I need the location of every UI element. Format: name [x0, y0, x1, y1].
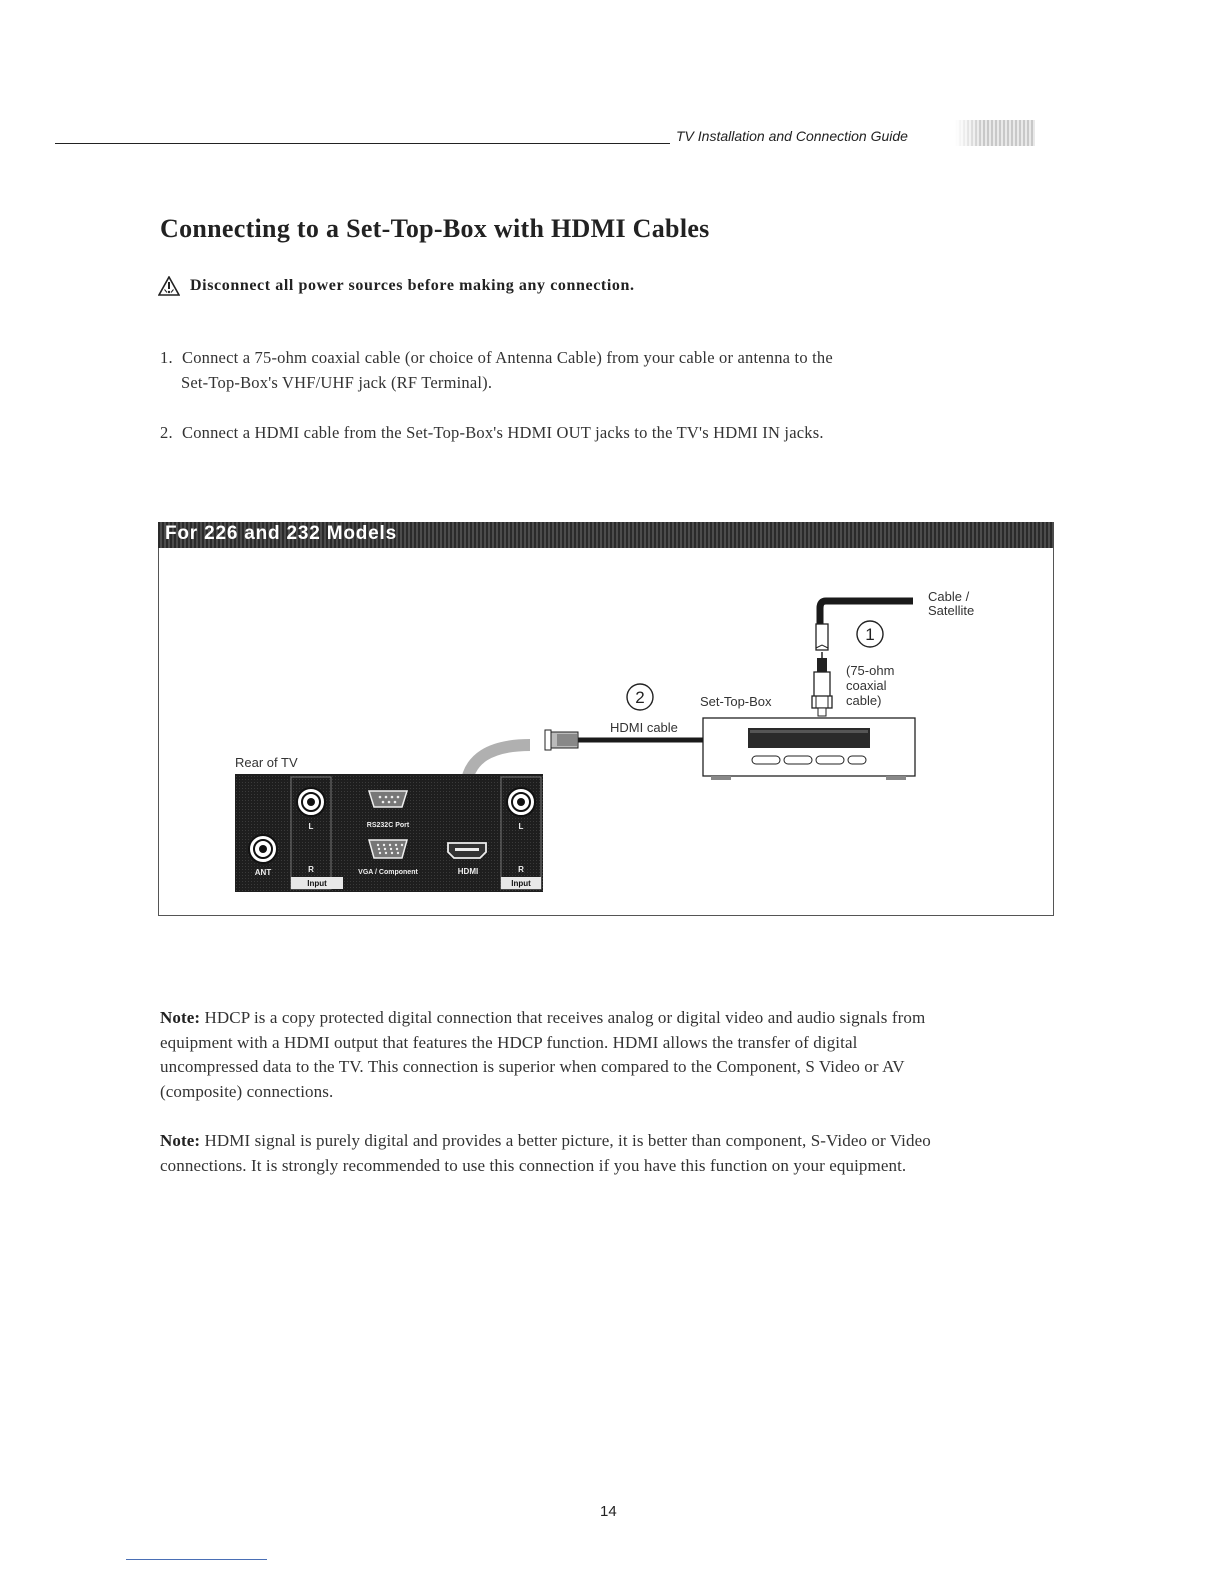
rs232-label: RS232C Port — [366, 822, 410, 829]
note-hdcp-label: Note: — [160, 1008, 201, 1027]
ant-label: ANT — [254, 868, 272, 877]
step-1-marker — [857, 621, 883, 647]
audio-left-l-label: L — [308, 822, 314, 831]
step-2-marker — [627, 684, 653, 710]
step-2-number: 2. — [160, 423, 173, 442]
audio-right-input-label: Input — [511, 879, 531, 888]
note-hdcp-line-4: (composite) connections. — [160, 1081, 334, 1101]
note-hdcp-line-2: equipment with a HDMI output that features the HDCP function. HDMI allows the transfer of digital — [160, 1032, 858, 1052]
note-hdmi-line-2: connections. It is strongly recommended to use this connection if you have this function on your equipment. — [160, 1155, 907, 1175]
note-hdmi-line-1: HDMI signal is purely digital and provides a better picture, it is better than component, S-Video or Video — [204, 1131, 931, 1150]
set-top-box-label: Set-Top-Box — [700, 694, 772, 709]
coax-label-1: (75-ohm — [846, 663, 895, 678]
hdmi-port-label: HDMI — [457, 867, 479, 876]
connection-diagram — [158, 548, 1054, 916]
step-2-marker-number: 2 — [635, 688, 645, 707]
rear-of-tv-label: Rear of TV — [235, 755, 298, 770]
note-hdcp-line-3: uncompressed data to the TV. This connection is superior when compared to the Component, S Video or AV — [160, 1057, 905, 1076]
hdmi-cable-label: HDMI cable — [610, 720, 678, 735]
step-1 — [160, 345, 833, 395]
note-hdmi-label: Note: — [160, 1131, 201, 1150]
page-number: 14 — [600, 1503, 617, 1520]
step-1-line-2: Set-Top-Box's VHF/UHF jack (RF Terminal). — [181, 373, 493, 392]
note-hdcp-line-1: HDCP is a copy protected digital connection that receives analog or digital video and audio signals from — [204, 1008, 926, 1027]
header-rule — [55, 143, 670, 144]
cable-satellite-label-2: Satellite — [928, 603, 975, 618]
step-1-line-1: Connect a 75-ohm coaxial cable (or choice of Antenna Cable) from your cable or antenna to the — [182, 348, 833, 367]
step-1-number: 1. — [160, 348, 173, 367]
audio-left-r-label: R — [308, 865, 314, 874]
tv-rear-panel — [235, 774, 543, 892]
header-tab-decoration — [955, 120, 1035, 146]
cable-satellite-label-1: Cable / — [928, 589, 970, 604]
audio-right-l-label: L — [518, 822, 524, 831]
note-hdcp — [160, 1006, 1080, 1104]
warning-icon — [158, 276, 180, 296]
header-title: TV Installation and Connection Guide — [676, 128, 908, 144]
audio-left-input-label: Input — [307, 879, 327, 888]
vga-component-label: VGA / Component — [358, 869, 418, 876]
note-hdmi — [160, 1129, 1080, 1178]
footer-rule — [126, 1559, 267, 1560]
diagram-banner-label: For 226 and 232 Models — [165, 523, 397, 544]
page-title: Connecting to a Set-Top-Box with HDMI Cables — [160, 214, 710, 243]
step-2 — [160, 420, 824, 445]
audio-right-r-label: R — [518, 865, 524, 874]
step-1-marker-number: 1 — [865, 625, 875, 644]
coax-label-3: cable) — [846, 693, 882, 708]
warning-line — [158, 276, 635, 296]
step-2-line-1: Connect a HDMI cable from the Set-Top-Box's HDMI OUT jacks to the TV's HDMI IN jacks. — [182, 423, 824, 442]
coax-label-2: coaxial — [846, 678, 887, 693]
warning-text: Disconnect all power sources before making any connection. — [190, 277, 635, 294]
set-top-box — [703, 718, 915, 780]
